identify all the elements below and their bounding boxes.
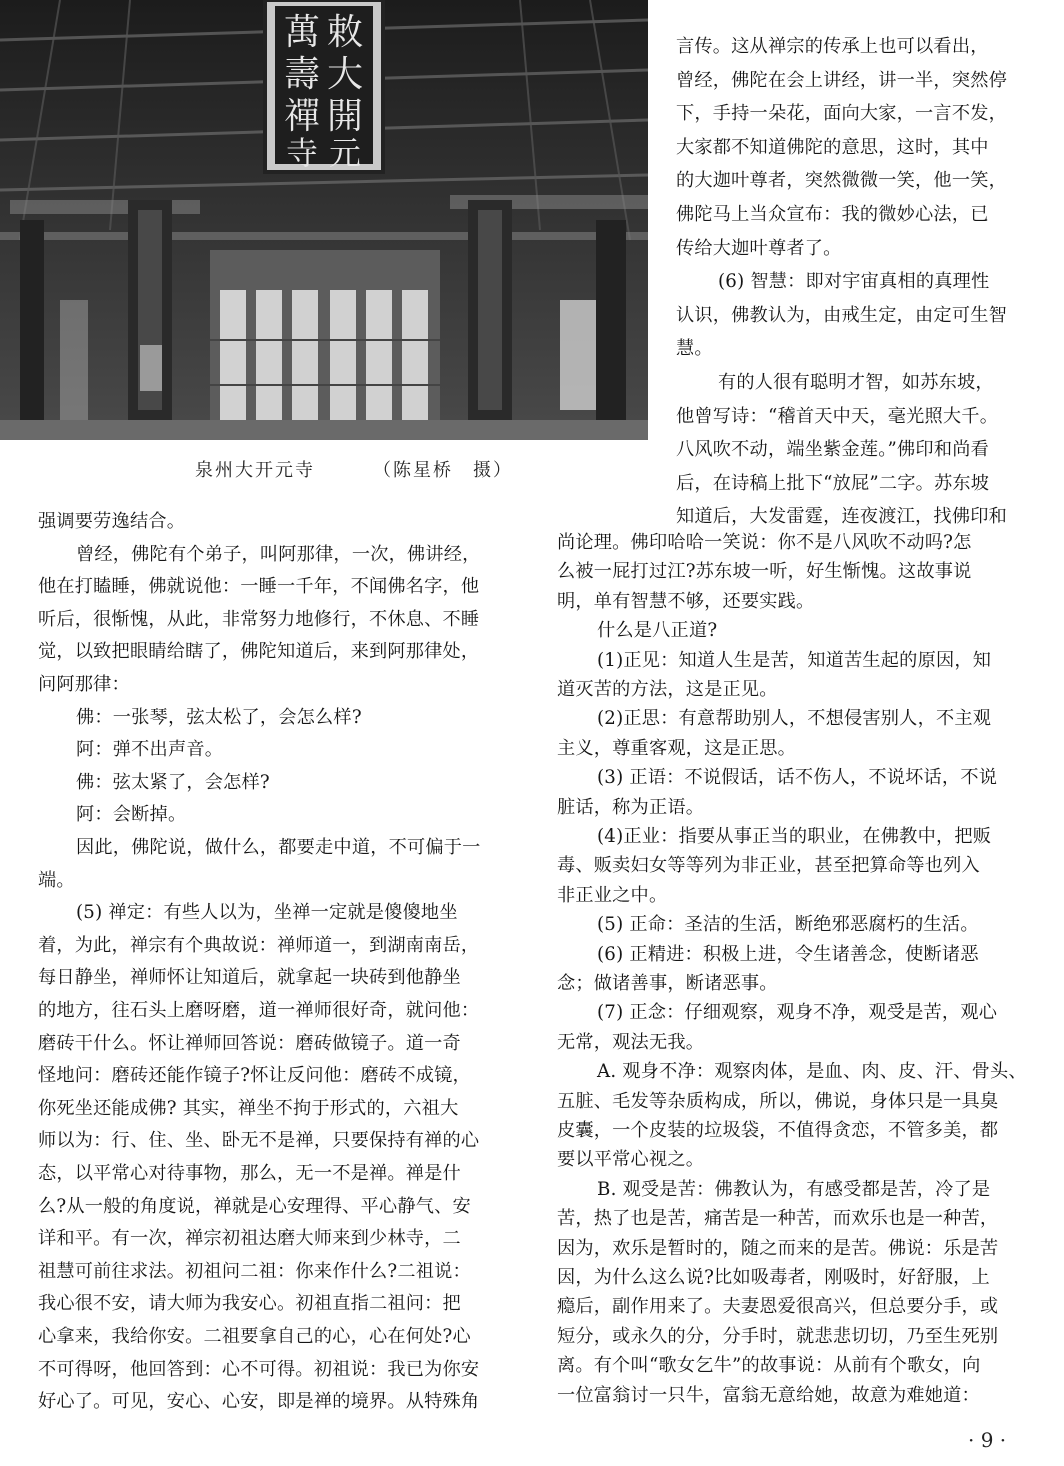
text-line: (2)正思：有意帮助别人，不想侵害别人，不主观 [597,708,992,730]
text-line: 大家都不知道佛陀的意思，这时，其中 [676,136,989,158]
plaque-char: 元 [328,134,362,172]
text-line: 么被一屁打过江?苏东坡一听，好生惭愧。这故事说 [557,561,972,583]
text-line: 主义，尊重客观，这是正思。 [557,737,797,759]
text-line: 觉，以致把眼睛给瞎了，佛陀知道后，来到阿那律处， [38,641,480,663]
text-line: 他在打瞌睡，佛就说他：一睡一千年，不闻佛名字，他 [38,576,480,598]
plaque-char: 萬 [283,12,321,53]
text-line: 曾经，佛陀在会上讲经，讲一半，突然停 [676,69,1007,91]
text-line: 心拿来，我给你安。二祖要拿自己的心，心在何处?心 [38,1326,471,1347]
text-line: 着，为此，禅宗有个典故说：禅师道一，到湖南南岳， [38,934,480,956]
plaque-char: 敕 [326,12,364,53]
text-line: 每日静坐，禅师怀让知道后，就拿起一块砖到他静坐 [38,967,461,989]
page-number: · 9 · [968,1428,1007,1452]
text-line: 尚论理。佛印哈哈一笑说：你不是八风吹不动吗?怎 [557,532,972,553]
text-line: (6) 智慧：即对宇宙真相的真理性 [718,271,990,293]
text-line: 曾经，佛陀有个弟子，叫阿那律，一次，佛讲经， [76,543,481,565]
plaque-char: 禪 [283,96,321,137]
text-line: 离。有个叫“歌女乞牛”的故事说：从前有个歌女，向 [557,1355,981,1377]
text-line: (5) 正命：圣洁的生活，断绝邪恶腐朽的生活。 [597,914,979,936]
text-line: A. 观身不净：观察肉体，是血、肉、皮、汗、骨头、 [597,1061,1027,1083]
plaque-char: 大 [326,54,364,95]
text-line: 后，在诗稿上批下“放屁”二字。苏东坡 [676,472,990,494]
text-line: 详和平。有一次，禅宗初祖达磨大师来到少林寺，二 [38,1228,461,1250]
text-line: 阿：会断掉。 [76,804,187,826]
text-line: 道灭苦的方法，这是正见。 [557,679,778,700]
text-line: 强调要劳逸结合。 [38,511,186,532]
text-line: 我心很不安，请大师为我安心。初祖直指二祖问：把 [38,1293,461,1315]
text-line: 脏话，称为正语。 [557,796,705,818]
text-line: 言传。这从禅宗的传承上也可以看出， [676,36,989,57]
text-line: (4)正业：指要从事正当的职业，在佛教中，把贩 [597,826,992,847]
text-line: 端。 [38,869,75,891]
text-line: B. 观受是苦：佛教认为，有感受都是苦，冷了是 [597,1178,991,1200]
text-line: (1)正见：知道人生是苦，知道苦生起的原因，知 [597,649,992,671]
caption-title: 泉州大开元寺 [195,460,315,481]
text-line: 有的人很有聪明才智，如苏东坡， [718,372,994,393]
text-line: 要以平常心视之。 [557,1149,705,1171]
text-line: 皮囊，一个皮装的垃圾袋，不值得贪恋，不管多美，都 [557,1120,999,1141]
text-line: 传给大迦叶尊者了。 [676,237,842,259]
text-line: 的地方，往石头上磨呀磨，道一禅师很好奇，就问他： [38,1000,480,1021]
text-line: 认识，佛教认为，由戒生定，由定可生智 [676,304,1007,326]
text-line: 听后，很惭愧，从此，非常努力地修行，不休息、不睡 [38,608,480,630]
text-line: 因，为什么这么说?比如吸毒者，刚吸时，好舒服，上 [557,1267,990,1288]
text-line: 怪地问：磨砖还能作镜子?怀让反问他：磨砖不成镜， [38,1065,471,1087]
text-line: 态，以平常心对待事物，那么，无一不是禅。禅是什 [38,1163,461,1184]
text-line: 好心了。可见，安心、心安，即是禅的境界。从特殊角 [38,1391,480,1413]
text-line: 佛：一张琴，弦太松了，会怎么样? [76,706,362,728]
text-line: 磨砖干什么。怀让禅师回答说：磨砖做镜子。道一奇 [38,1032,461,1054]
text-line: 念；做诸善事，断诸恶事。 [557,973,778,994]
text-line: 不可得呀，他回答到：心不可得。初祖说：我已为你安 [38,1358,480,1380]
text-line: 非正业之中。 [557,884,668,906]
text-line: 你死坐还能成佛? 其实，禅坐不拘于形式的，六祖大 [38,1097,459,1119]
text-line: 佛：弦太紧了，会怎样? [76,771,270,793]
text-line: 阿：弹不出声音。 [76,739,224,761]
text-line: 明，单有智慧不够，还要实践。 [557,590,815,612]
text-line: 么?从一般的角度说，禅就是心安理得、平心静气、安 [38,1195,471,1217]
text-line: 因为，欢乐是暂时的，随之而来的是苦。佛说：乐是苦 [557,1237,999,1259]
text-line: 的大迦叶尊者，突然微微一笑，他一笑， [676,170,1007,192]
text-line: 祖慧可前往求法。初祖问二祖：你来作什么?二祖说： [38,1260,471,1282]
text-line: (7) 正念：仔细观察，观身不净，观受是苦，观心 [597,1002,998,1024]
text-line: 什么是八正道? [597,620,718,642]
text-line: 五脏、毛发等杂质构成，所以，佛说，身体只是一具臭 [557,1090,999,1112]
text-line: 知道后，大发雷霆，连夜渡江，找佛印和 [676,506,1007,528]
text-line: 毒、贩卖妇女等等列为非正业，甚至把算命等也列入 [557,855,980,877]
text-line: 问阿那律： [38,674,130,695]
plaque-char: 壽 [283,54,321,95]
temple-photo-drawing [0,0,648,440]
text-line: 下，手持一朵花，面向大家，一言不发， [676,103,1007,125]
text-line: 佛陀马上当众宣布：我的微妙心法，已 [676,204,989,225]
text-line: (6) 正精进：积极上进，令生诸善念，使断诸恶 [597,943,979,965]
text-line: 八风吹不动，端坐紫金莲。”佛印和尚看 [676,439,989,461]
text-line: 慧。 [676,338,713,360]
text-line: 瘾后，副作用来了。夫妻恩爱很高兴，但总要分手，或 [557,1296,999,1318]
text-line: 短分，或永久的分，分手时，就悲悲切切，乃至生死别 [557,1325,999,1347]
text-line: 因此，佛陀说，做什么，都要走中道，不可偏于一 [76,837,481,858]
text-line: 无常，观法无我。 [557,1031,705,1053]
text-line: 师以为：行、住、坐、卧无不是禅，只要保持有禅的心 [38,1130,480,1152]
text-line: 苦，热了也是苦，痛苦是一种苦，而欢乐也是一种苦， [557,1208,999,1230]
plaque-char: 寺 [285,134,319,172]
text-line: (3) 正语：不说假话，话不伤人，不说坏话，不说 [597,767,998,789]
photo-caption [195,456,513,482]
text-line: 他曾写诗：“稽首天中天，毫光照大千。 [676,405,999,427]
text-line: (5) 禅定：有些人以为，坐禅一定就是傻傻地坐 [76,902,458,924]
text-line: 一位富翁讨一只牛，富翁无意给她，故意为难她道： [557,1384,980,1406]
temple-photo [0,0,648,440]
photo-credit: （陈星桥 摄） [373,460,513,481]
plaque-char: 開 [326,96,364,137]
